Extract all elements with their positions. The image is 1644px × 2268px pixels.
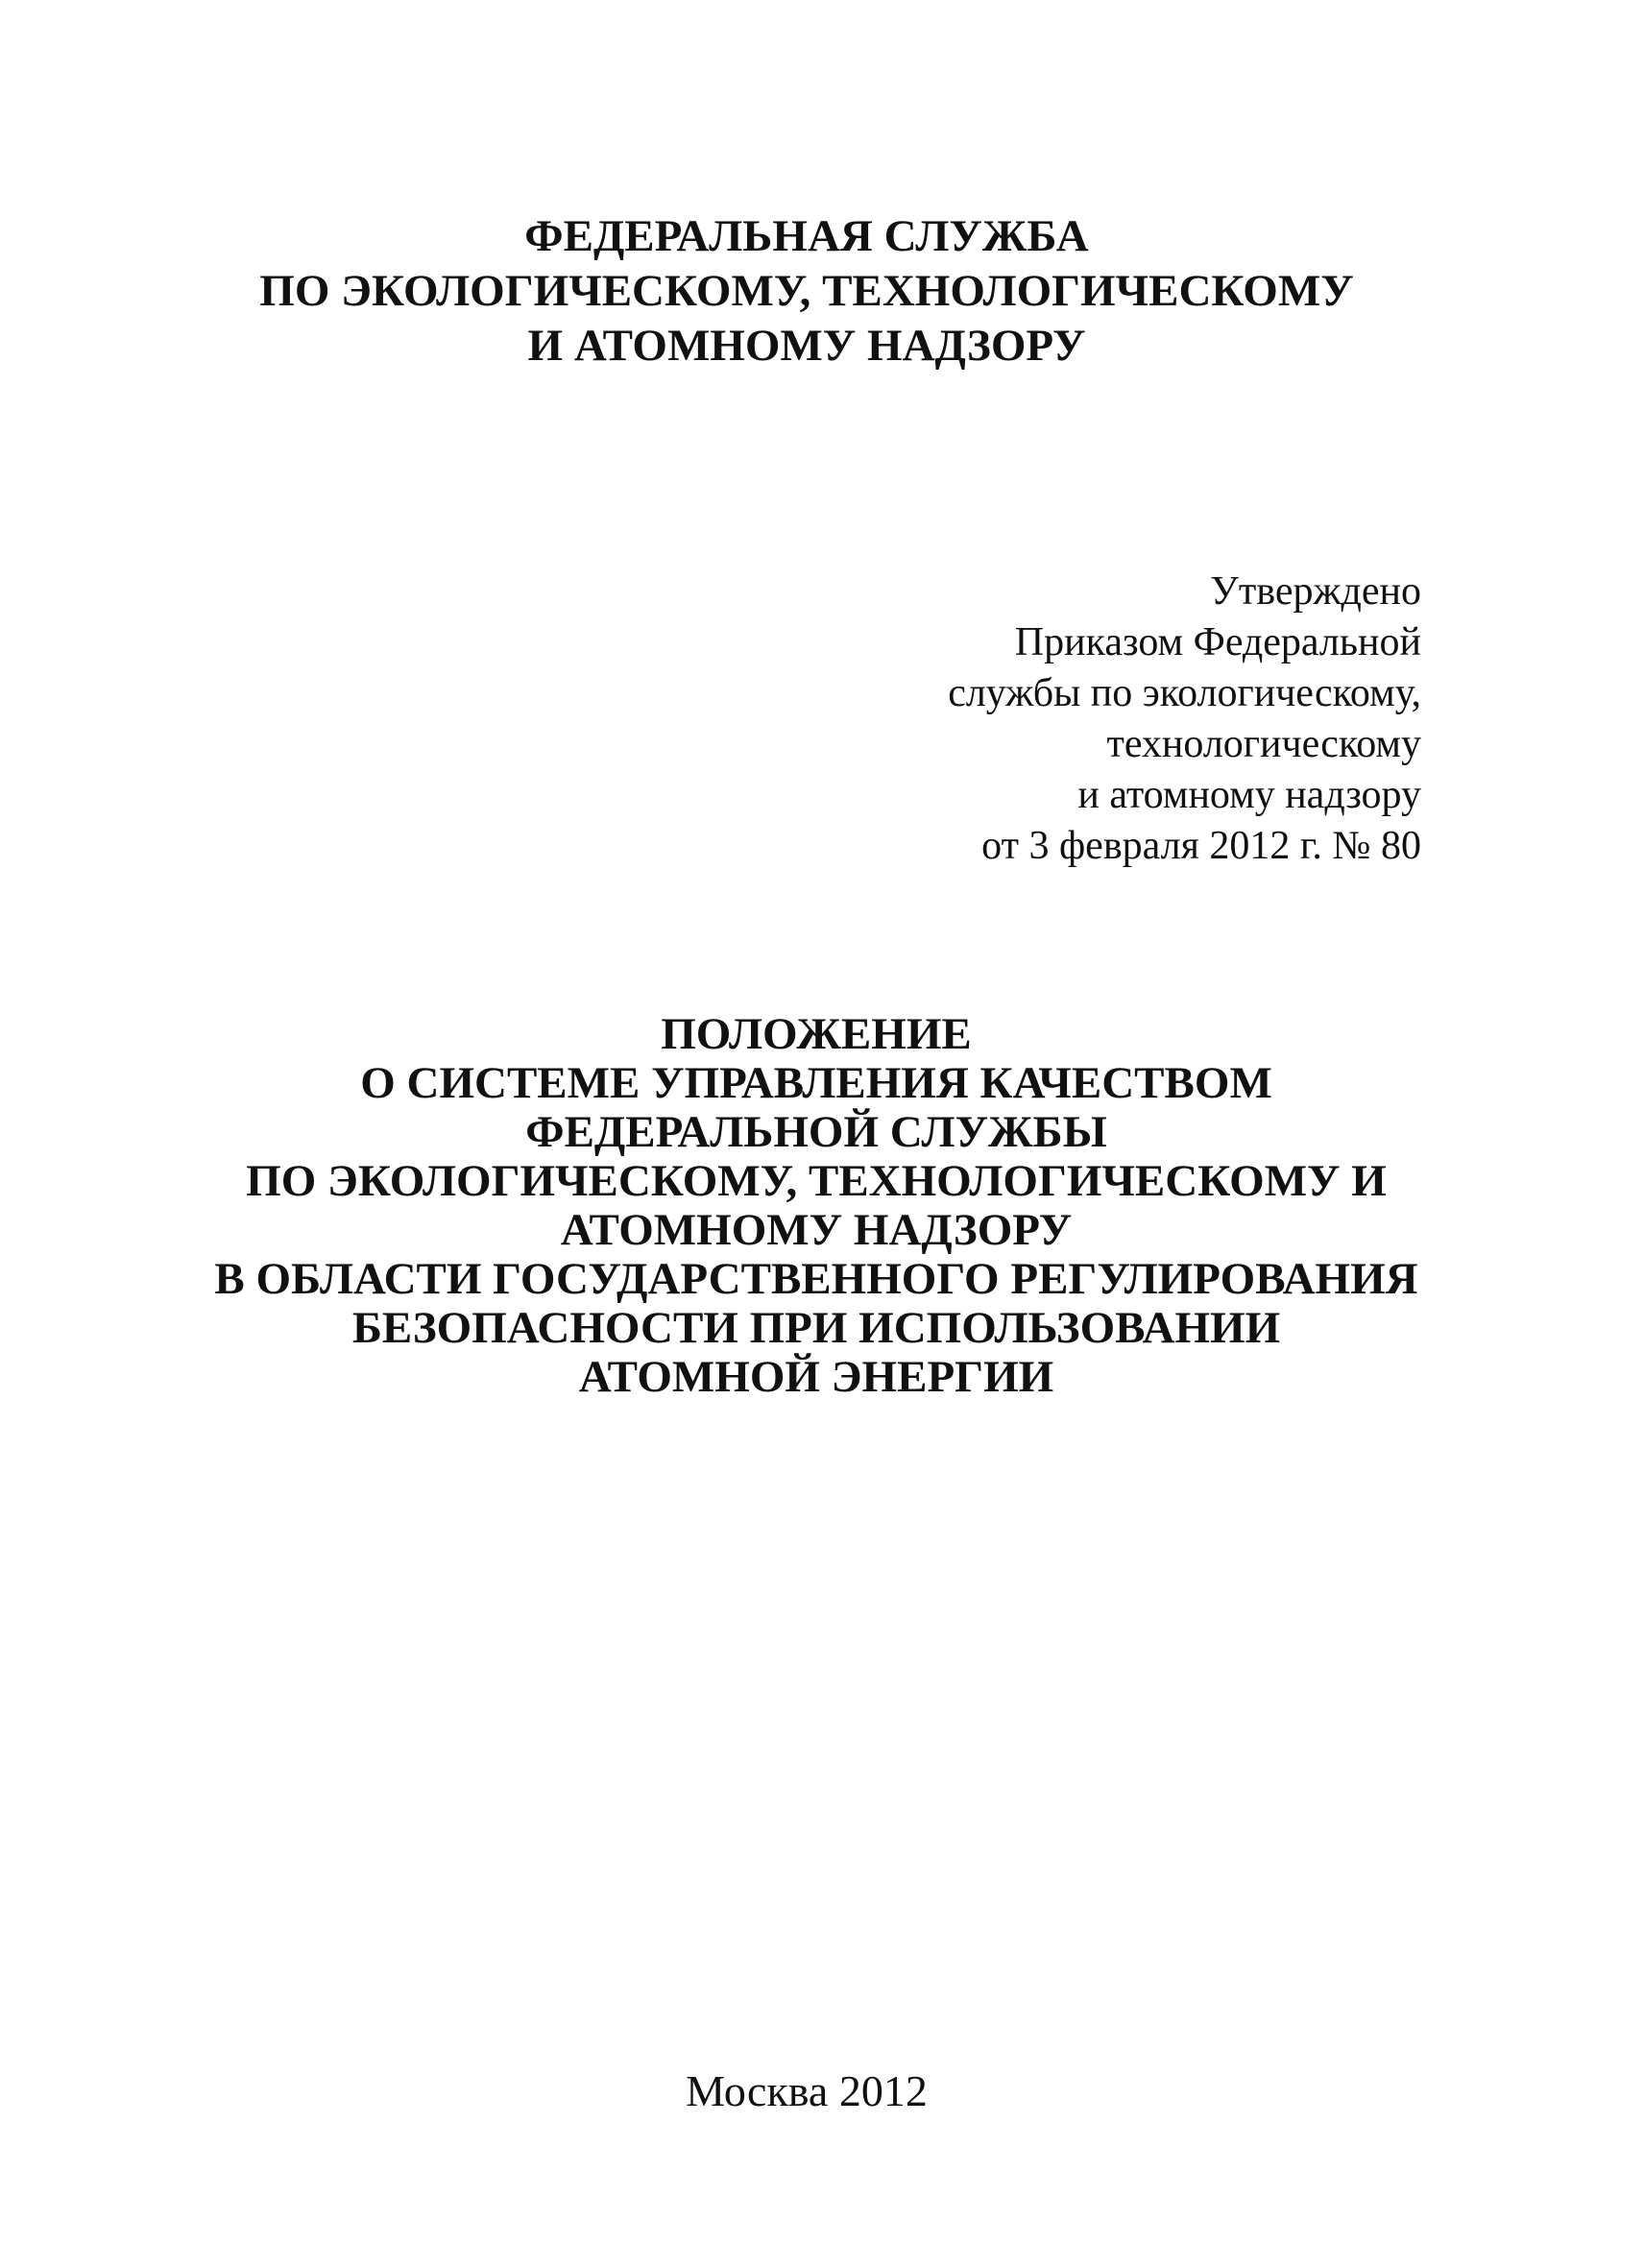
title-line: АТОМНОМУ НАДЗОРУ xyxy=(560,1205,1073,1255)
title-line: АТОМНОЙ ЭНЕРГИИ xyxy=(578,1352,1054,1402)
approval-line: от 3 февраля 2012 г. № 80 xyxy=(981,824,1421,868)
title-line: ПО ЭКОЛОГИЧЕСКОМУ, ТЕХНОЛОГИЧЕСКОМУ И xyxy=(246,1156,1387,1206)
approval-line: службы по экологическому, xyxy=(948,671,1421,715)
title-line: БЕЗОПАСНОСТИ ПРИ ИСПОЛЬЗОВАНИИ xyxy=(351,1303,1281,1353)
approval-line: технологическому xyxy=(1106,722,1421,766)
document-title xyxy=(0,1010,1632,1402)
title-line: О СИСТЕМЕ УПРАВЛЕНИЯ КАЧЕСТВОМ xyxy=(360,1058,1272,1108)
title-line: ФЕДЕРАЛЬНОЙ СЛУЖБЫ xyxy=(525,1107,1107,1157)
title-line: ПОЛОЖЕНИЕ xyxy=(661,1009,972,1059)
agency-line: ПО ЭКОЛОГИЧЕСКОМУ, ТЕХНОЛОГИЧЕСКОМУ xyxy=(259,266,1354,316)
city-year-footer: Москва 2012 xyxy=(686,2066,928,2115)
approval-line: Приказом Федеральной xyxy=(1014,620,1421,664)
agency-line: ФЕДЕРАЛЬНАЯ СЛУЖБА xyxy=(524,211,1089,261)
approval-line: и атомному надзору xyxy=(1077,773,1421,817)
approval-line: Утверждено xyxy=(1210,569,1421,614)
title-line: В ОБЛАСТИ ГОСУДАРСТВЕННОГО РЕГУЛИРОВАНИЯ xyxy=(214,1254,1418,1304)
approval-block xyxy=(749,567,1421,872)
agency-header xyxy=(0,209,1613,374)
agency-line: И АТОМНОМУ НАДЗОРУ xyxy=(527,321,1086,371)
